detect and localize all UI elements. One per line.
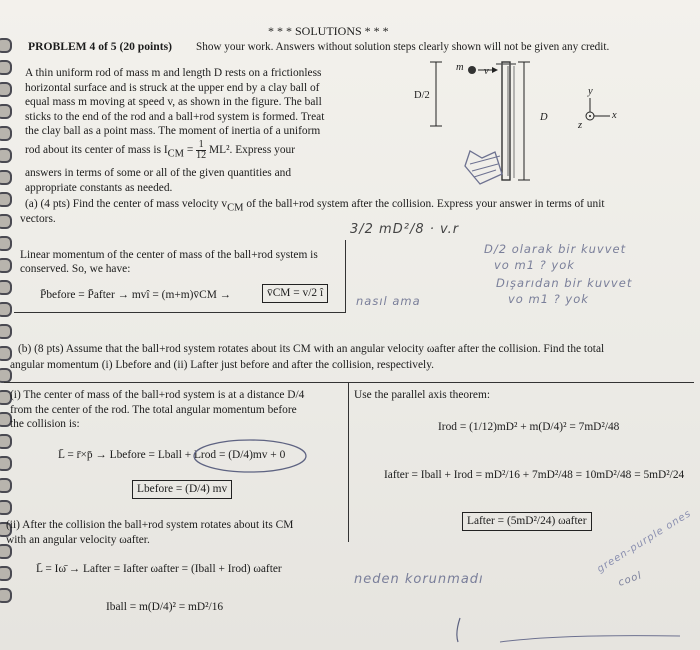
divider — [14, 312, 346, 313]
part-b-i-equation: L̄ = r̄×p̄ → Lbefore = Lball + Lrod = (D/4)mv + 0 — [58, 449, 286, 461]
figure-label-x: x — [612, 110, 617, 121]
handwritten-note: 3/2 mD²/8 · v.r — [350, 222, 460, 237]
figure-label-v: v — [484, 66, 489, 77]
problem-label: PROBLEM 4 of 5 (20 points) — [28, 40, 172, 53]
handwritten-note: vo m1 ? yok — [508, 292, 589, 306]
handwritten-note: green-purple ones — [595, 508, 694, 575]
handwritten-note: Dışarıdan bir kuvvet — [496, 276, 633, 290]
binder-rings — [0, 38, 14, 598]
figure-label-y: y — [588, 86, 593, 97]
handwritten-note: D/2 olarak bir kuvvet — [484, 242, 627, 256]
part-b-ii-text: (ii) After the collision the ball+rod system rotates about its CM with an angular velocity ωafter. — [6, 519, 294, 546]
part-a-boxed-answer: v̄CM = v/2 î — [262, 284, 328, 303]
statement-line: A thin uniform rod of mass m and length D rests on a frictionless — [25, 67, 322, 79]
part-b-ii-boxed-answer: Lafter = (5mD²/24) ωafter — [462, 512, 592, 531]
part-a-equation: P̄before = P̄after → mvî = (m+m)v̄CM → — [40, 289, 232, 301]
part-b-question-line2: angular momentum (i) Lbefore and (ii) Lafter just before and after the collision, respectively. — [10, 359, 435, 371]
inertia-fraction: $\frac{1}{12}$ — [196, 139, 207, 161]
handwritten-note: vo m1 ? yok — [494, 258, 575, 272]
handwritten-note: neden korunmadı — [354, 572, 484, 587]
statement-line: the clay ball as a point mass. The moment of inertia of a uniform — [25, 125, 321, 138]
statement-line: equal mass m moving at speed v, as shown in the figure. The ball — [25, 96, 322, 109]
handwritten-note: cool — [616, 570, 644, 589]
figure-label-z: z — [578, 120, 583, 131]
statement-tail: answers in terms of some or all of the given quantities and appropriate constants as needed. — [25, 167, 292, 194]
part-b-ii-equation: L̄ = Iω̄ → Lafter = Iafter ωafter = (Iball + Irod) ωafter — [36, 563, 282, 575]
divider — [345, 240, 346, 312]
figure-label-d: D — [540, 112, 548, 123]
handwritten-scribble — [440, 578, 690, 648]
part-a-question: (a) (4 pts) Find the center of mass velocity $v_{CM}$ of the ball+rod system after the collision. Express your answer in terms of unit — [25, 198, 605, 214]
part-a-question-line2: vectors. — [20, 213, 56, 225]
statement-line: horizontal surface and is struck at the upper end by a clay ball of — [25, 81, 320, 94]
part-b-i-text: (i) The center of mass of the ball+rod system is at a distance D/4 from the center of the rod. The total angular momentum before the collision is: — [10, 389, 305, 431]
solutions-heading: * * * SOLUTIONS * * * — [268, 24, 389, 38]
figure-label-d2: D/2 — [414, 90, 430, 101]
part-b-i-boxed-answer: Lbefore = (D/4) mv — [132, 480, 232, 499]
statement-line: sticks to the end of the rod and a ball+rod system is formed. Treat — [25, 110, 325, 123]
problem-instruction: Show your work. Answers without solution steps clearly shown will not be given any credit. — [196, 41, 610, 53]
part-b-question-line1: (b) (8 pts) Assume that the ball+rod system rotates about its CM with an angular velocity ωafter after the collision. Find the total — [18, 343, 605, 355]
part-b-ii-iball: Iball = m(D/4)² = mD²/16 — [106, 601, 224, 613]
handwritten-note: nasıl ama — [356, 294, 421, 308]
inertia-line: rod about its center of mass is $I_{CM}$ = $\frac{1}{12}$ ML². Express your — [25, 139, 296, 161]
part-a-answer-line1: Linear momentum of the center of mass of the ball+rod system is — [20, 249, 318, 261]
divider — [348, 382, 349, 542]
part-a-answer-line2: conserved. So, we have: — [20, 263, 131, 275]
rod-inertia-equation: Irod = (1/12)mD² + m(D/4)² = 7mD²/48 — [438, 421, 620, 433]
divider — [4, 382, 694, 383]
handwritten-circle — [190, 436, 310, 476]
figure-label-m: m — [456, 62, 464, 73]
parallel-axis-title: Use the parallel axis theorem: — [354, 389, 491, 401]
problem-statement — [25, 66, 355, 139]
after-inertia-equation: Iafter = Iball + Irod = mD²/16 + 7mD²/48 = 10mD²/48 = 5mD²/24 — [384, 469, 685, 481]
